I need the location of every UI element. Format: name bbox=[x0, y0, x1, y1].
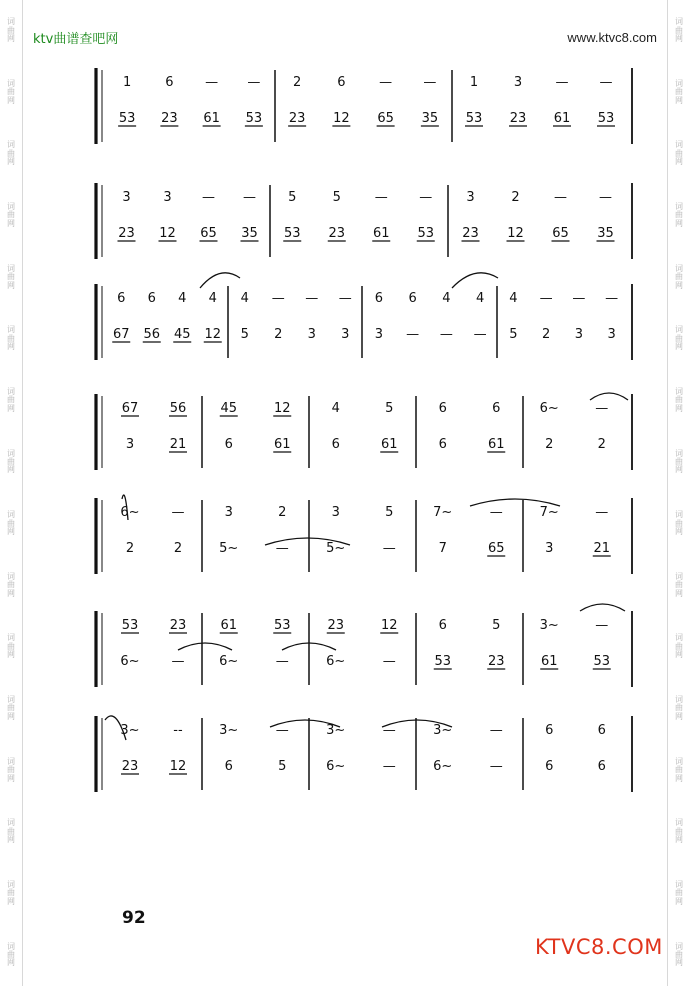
score-note: — bbox=[379, 75, 393, 90]
page-number: 92 bbox=[122, 908, 146, 928]
score-note: 12 bbox=[204, 327, 222, 342]
score-note: 53 bbox=[273, 618, 291, 633]
score-note: 61 bbox=[372, 226, 390, 241]
score-note: 6~ bbox=[433, 759, 453, 774]
watermark-group: 词 曲 网 bbox=[675, 879, 683, 906]
score-note: 5 bbox=[240, 327, 249, 342]
score-note: 5 bbox=[492, 618, 501, 633]
score-note: 61 bbox=[540, 654, 558, 669]
score-note: 23 bbox=[462, 226, 479, 241]
watermark-group: 词 曲 网 bbox=[7, 386, 15, 413]
score-note: 53 bbox=[417, 226, 435, 241]
score-note: 35 bbox=[597, 226, 614, 241]
score-note: 4 bbox=[178, 291, 187, 306]
score-note: 1 bbox=[122, 75, 132, 90]
score-note: 5~ bbox=[219, 541, 239, 556]
score-note: 2 bbox=[541, 327, 551, 342]
score-note: 23 bbox=[169, 618, 187, 633]
watermark-group: 词 曲 网 bbox=[675, 941, 683, 968]
watermark-group: 词 曲 网 bbox=[7, 756, 15, 783]
score-note: — bbox=[171, 505, 185, 520]
score-note: — bbox=[599, 75, 613, 90]
score-note: 65 bbox=[377, 111, 394, 126]
score-note: 6 bbox=[545, 759, 554, 774]
slur-tie bbox=[580, 604, 625, 611]
score-note: 61 bbox=[380, 437, 398, 452]
score-note: — bbox=[202, 190, 215, 205]
score-note: 56 bbox=[169, 401, 187, 416]
score-note: -- bbox=[173, 723, 183, 738]
score-note: 6 bbox=[597, 759, 606, 774]
logo-text: KTVC8.COM bbox=[535, 935, 663, 959]
score-note: 3 bbox=[545, 541, 554, 556]
score-note: 6 bbox=[147, 291, 156, 306]
score-note: 61 bbox=[220, 618, 238, 633]
score-note: 61 bbox=[203, 111, 220, 126]
score-note: 35 bbox=[241, 226, 258, 241]
score-note: 3 bbox=[224, 505, 233, 520]
watermark-group: 词 曲 网 bbox=[675, 263, 683, 290]
watermark-group: 词 曲 网 bbox=[7, 325, 15, 352]
score-note: 6~ bbox=[539, 401, 559, 416]
site-name-link[interactable]: ktv曲谱查吧网 bbox=[33, 32, 119, 47]
score-note: — bbox=[599, 190, 612, 205]
score-note: 35 bbox=[421, 111, 439, 126]
score-note: 23 bbox=[161, 111, 178, 126]
watermark-group: 词 曲 网 bbox=[7, 263, 15, 290]
score-note: 23 bbox=[328, 226, 346, 241]
score-note: 2 bbox=[292, 75, 302, 90]
score-note: 6 bbox=[224, 759, 233, 774]
score-note: 23 bbox=[288, 111, 306, 126]
ktvc8-logo[interactable] bbox=[535, 935, 663, 959]
watermark-group: 词 曲 网 bbox=[675, 17, 683, 43]
score-note: 2 bbox=[545, 437, 554, 452]
score-note: — bbox=[382, 541, 396, 556]
score-note: — bbox=[382, 723, 396, 738]
score-note: 65 bbox=[200, 226, 217, 241]
score-note: 6 bbox=[438, 437, 447, 452]
watermark-group: 词 曲 网 bbox=[675, 571, 683, 598]
watermark-group: 词 曲 网 bbox=[7, 633, 15, 660]
score-note: — bbox=[171, 654, 185, 669]
score-note: 3 bbox=[513, 75, 523, 90]
score-note: 6 bbox=[165, 75, 174, 90]
score-note: 65 bbox=[552, 226, 569, 241]
score-note: 6~ bbox=[326, 654, 346, 669]
score-note: 3 bbox=[341, 327, 350, 342]
score-note: 4 bbox=[208, 291, 217, 306]
score-note: 6 bbox=[438, 401, 447, 416]
score-note: 5 bbox=[385, 401, 394, 416]
watermark-group: 词 曲 网 bbox=[675, 818, 683, 845]
score-note: 5 bbox=[332, 190, 341, 205]
score-note: 3~ bbox=[433, 723, 453, 738]
score-note: — bbox=[489, 759, 503, 774]
score-note: 6 bbox=[331, 437, 340, 452]
score-note: 12 bbox=[333, 111, 350, 126]
score-note: 53 bbox=[593, 654, 611, 669]
watermark-group: 词 曲 网 bbox=[7, 818, 15, 845]
score-note: — bbox=[595, 505, 609, 520]
score-note: 23 bbox=[487, 654, 505, 669]
score-note: 53 bbox=[121, 618, 139, 633]
score-note: — bbox=[247, 75, 261, 90]
score-note: 12 bbox=[380, 618, 398, 633]
score-note: 3 bbox=[466, 190, 475, 205]
score-note: 21 bbox=[169, 437, 187, 452]
score-note: — bbox=[439, 327, 453, 342]
score-note: — bbox=[423, 75, 437, 90]
score-note: 5 bbox=[385, 505, 394, 520]
watermark-group: 词 曲 网 bbox=[675, 756, 683, 783]
watermark-group: 词 曲 网 bbox=[7, 202, 15, 228]
score-note: — bbox=[275, 541, 289, 556]
score-note: 6~ bbox=[120, 654, 140, 669]
score-note: — bbox=[305, 291, 319, 306]
score-note: — bbox=[338, 291, 352, 306]
score-note: 2 bbox=[511, 190, 520, 205]
slur-tie bbox=[590, 393, 628, 400]
score-note: 12 bbox=[507, 226, 524, 241]
score-note: 53 bbox=[597, 111, 615, 126]
score-note: 7~ bbox=[433, 505, 453, 520]
watermark-group: 词 曲 网 bbox=[675, 140, 683, 167]
score-note: 3 bbox=[307, 327, 316, 342]
score-note: 21 bbox=[593, 541, 611, 556]
score-note: 12 bbox=[159, 226, 176, 241]
score-note: 2 bbox=[278, 505, 287, 520]
score-note: 45 bbox=[220, 401, 238, 416]
score-note: 23 bbox=[327, 618, 345, 633]
score-note: — bbox=[595, 618, 609, 633]
watermark-group: 词 曲 网 bbox=[7, 140, 15, 167]
watermark-group: 词 曲 网 bbox=[675, 202, 683, 228]
score-note: — bbox=[275, 723, 289, 738]
score-note: 3 bbox=[122, 190, 131, 205]
score-note: 3~ bbox=[219, 723, 239, 738]
slur-tie bbox=[452, 273, 498, 288]
score-note: 2 bbox=[173, 541, 183, 556]
site-url-link[interactable]: www.ktvc8.com bbox=[567, 30, 657, 45]
score-note: — bbox=[605, 291, 619, 306]
score-note: 23 bbox=[121, 759, 139, 774]
watermark-group: 词 曲 网 bbox=[7, 448, 15, 475]
score-note: 6 bbox=[224, 437, 233, 452]
score-note: 67 bbox=[112, 327, 130, 342]
score-note: 4 bbox=[509, 291, 518, 306]
score-note: — bbox=[595, 401, 609, 416]
watermark-group: 词 曲 网 bbox=[7, 695, 15, 721]
score-note: — bbox=[419, 190, 433, 205]
score-note: — bbox=[205, 75, 219, 90]
slur-tie bbox=[200, 273, 240, 288]
score-note: — bbox=[489, 723, 503, 738]
score-note: 4 bbox=[331, 401, 340, 416]
score-note: — bbox=[489, 505, 503, 520]
watermark-group: 词 曲 网 bbox=[7, 571, 15, 598]
score-note: 2 bbox=[597, 437, 606, 452]
score-note: — bbox=[275, 654, 289, 669]
score-note: 6 bbox=[545, 723, 554, 738]
slur-tie bbox=[178, 643, 232, 650]
watermark-group: 词 曲 网 bbox=[675, 633, 683, 660]
score-note: 56 bbox=[143, 327, 161, 342]
score-note: — bbox=[382, 654, 396, 669]
score-note: 67 bbox=[121, 401, 139, 416]
watermark-group: 词 曲 网 bbox=[675, 78, 683, 105]
score-note: 6~ bbox=[219, 654, 239, 669]
score-note: 3~ bbox=[120, 723, 140, 738]
score-note: 4 bbox=[475, 291, 485, 306]
score-note: — bbox=[555, 75, 569, 90]
score-note: — bbox=[271, 291, 285, 306]
score-note: 12 bbox=[273, 401, 291, 416]
score-note: — bbox=[554, 190, 567, 205]
score-note: — bbox=[243, 190, 256, 205]
score-note: 6 bbox=[408, 291, 417, 306]
score-note: 23 bbox=[118, 226, 135, 241]
score-note: 3 bbox=[163, 190, 172, 205]
score-note: 6 bbox=[117, 291, 126, 306]
score-note: — bbox=[382, 759, 396, 774]
score-note: 61 bbox=[273, 437, 291, 452]
score-note: — bbox=[539, 291, 553, 306]
watermark-group: 词 曲 网 bbox=[7, 510, 15, 536]
score-note: 1 bbox=[469, 75, 479, 90]
score-note: 4 bbox=[442, 291, 451, 306]
score-note: 6 bbox=[597, 723, 606, 738]
score-note: 53 bbox=[283, 226, 301, 241]
score-note: 61 bbox=[553, 111, 571, 126]
score-note: 4 bbox=[240, 291, 249, 306]
watermark-group: 词 曲 网 bbox=[675, 448, 683, 475]
score-note: 45 bbox=[173, 327, 191, 342]
watermark-group: 词 曲 网 bbox=[675, 386, 683, 413]
score-note: 53 bbox=[434, 654, 452, 669]
score-note: 5 bbox=[509, 327, 518, 342]
score-note: 2 bbox=[274, 327, 283, 342]
watermark-group: 词 曲 网 bbox=[675, 695, 683, 721]
score-note: 61 bbox=[487, 437, 505, 452]
score-note: 5 bbox=[288, 190, 297, 205]
watermark-group: 词 曲 网 bbox=[7, 941, 15, 968]
score-note: 65 bbox=[487, 541, 505, 556]
watermark-group: 词 曲 网 bbox=[7, 17, 15, 43]
score-note: — bbox=[572, 291, 586, 306]
score-note: 6 bbox=[492, 401, 501, 416]
score-note: 3~ bbox=[326, 723, 346, 738]
score-note: 12 bbox=[169, 759, 187, 774]
score-note: 6~ bbox=[326, 759, 346, 774]
score-note: 53 bbox=[245, 111, 263, 126]
score-note: 3~ bbox=[539, 618, 559, 633]
score-note: 6 bbox=[337, 75, 346, 90]
score-note: 3 bbox=[125, 437, 135, 452]
score-note: 53 bbox=[118, 111, 136, 126]
score-note: 2 bbox=[125, 541, 135, 556]
score-note: 3 bbox=[374, 327, 384, 342]
score-note: 3 bbox=[607, 327, 616, 342]
score-note: 23 bbox=[509, 111, 527, 126]
score-note: 3 bbox=[574, 327, 584, 342]
score-note: 5 bbox=[278, 759, 287, 774]
score-note: 7 bbox=[438, 541, 447, 556]
score-note: — bbox=[374, 190, 388, 205]
watermark-group: 词 曲 网 bbox=[675, 325, 683, 352]
score-note: — bbox=[406, 327, 420, 342]
score-note: — bbox=[473, 327, 487, 342]
score-note: 53 bbox=[465, 111, 483, 126]
score-note: 5~ bbox=[326, 541, 346, 556]
score-note: 6 bbox=[374, 291, 384, 306]
watermark-group: 词 曲 网 bbox=[7, 879, 15, 906]
watermark-group: 词 曲 网 bbox=[675, 510, 683, 536]
watermark-group: 词 曲 网 bbox=[7, 78, 15, 105]
score-note: 6~ bbox=[120, 505, 140, 520]
score-note: 6 bbox=[438, 618, 447, 633]
score-note: 3 bbox=[331, 505, 340, 520]
score-note: 7~ bbox=[539, 505, 559, 520]
